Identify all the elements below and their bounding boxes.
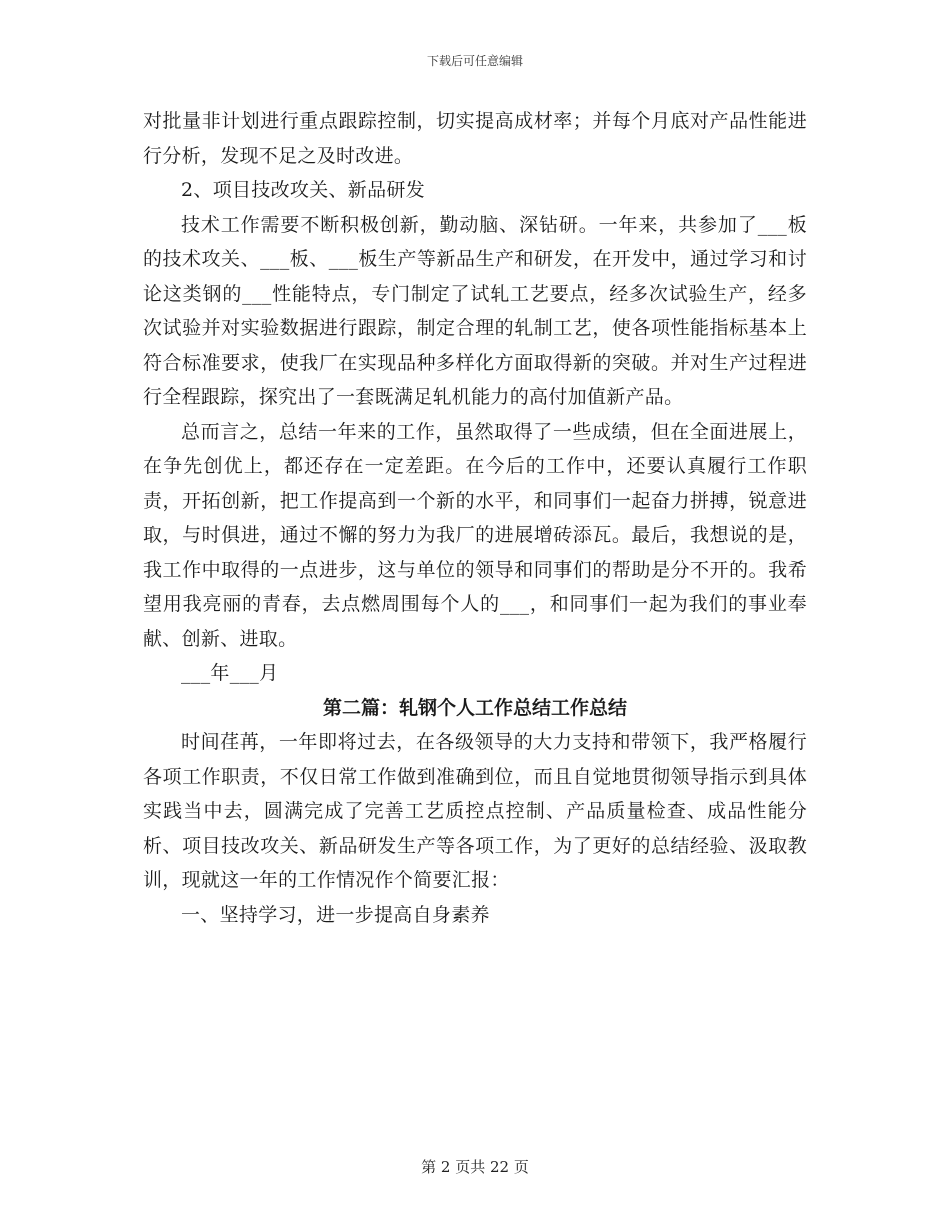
document-body (143, 104, 807, 932)
date-line: ___年___月 (181, 662, 279, 684)
paragraph-summary: 总而言之，总结一年来的工作，虽然取得了一些成绩，但在全面进展上，在争先创优上，都还存在一定差距。在今后的工作中，还要认真履行工作职责，开拓创新，把工作提高到一个新的水平，和同事们一起奋力拼搏，锐意进取，与时俱进，通过不懈的努力为我厂的进展增砖添瓦。最后，我想说的是，我工作中取得的一点进步，这与单位的领导和同事们的帮助是分不开的。我希望用我亮丽的青春，去点燃周围每个人的___，和同事们一起为我们的事业奉献、创新、进取。 (143, 420, 807, 650)
section-heading-study: 一、坚持学习，进一步提高自身素养 (181, 903, 490, 926)
section-heading-project-research: 2、项目技改攻关、新品研发 (181, 179, 425, 201)
page-header-note: 下载后可任意编辑 (426, 54, 523, 68)
page-number: 第 2 页共 22 页 (421, 1158, 529, 1176)
chapter-title: 第二篇：轧钢个人工作总结工作总结 (322, 696, 627, 719)
paragraph-continuation: 对批量非计划进行重点跟踪控制，切实提高成材率；并每个月底对产品性能进行分析，发现不足之及时改进。 (143, 110, 807, 167)
paragraph-introduction: 时间荏苒，一年即将过去，在各级领导的大力支持和带领下，我严格履行各项工作职责，不仅日常工作做到准确到位，而且自觉地贯彻领导指示到具体实践当中去，圆满完成了完善工艺质控点控制、产品质量检查、成品性能分析、项目技改攻关、新品研发生产等各项工作，为了更好的总结经验、汲取教训，现就这一年的工作情况作个简要汇报： (143, 731, 807, 891)
paragraph-technical-work: 技术工作需要不断积极创新，勤动脑、深钻研。一年来，共参加了___板的技术攻关、___板、___板生产等新品生产和研发，在开发中，通过学习和讨论这类钢的___性能特点，专门制定了试轧工艺要点，经多次试验生产，经多次试验并对实验数据进行跟踪，制定合理的轧制工艺，使各项性能指标基本上符合标准要求，使我厂在实现品种多样化方面取得新的突破。并对生产过程进行全程跟踪，探究出了一套既满足轧机能力的高付加值新产品。 (143, 213, 807, 408)
